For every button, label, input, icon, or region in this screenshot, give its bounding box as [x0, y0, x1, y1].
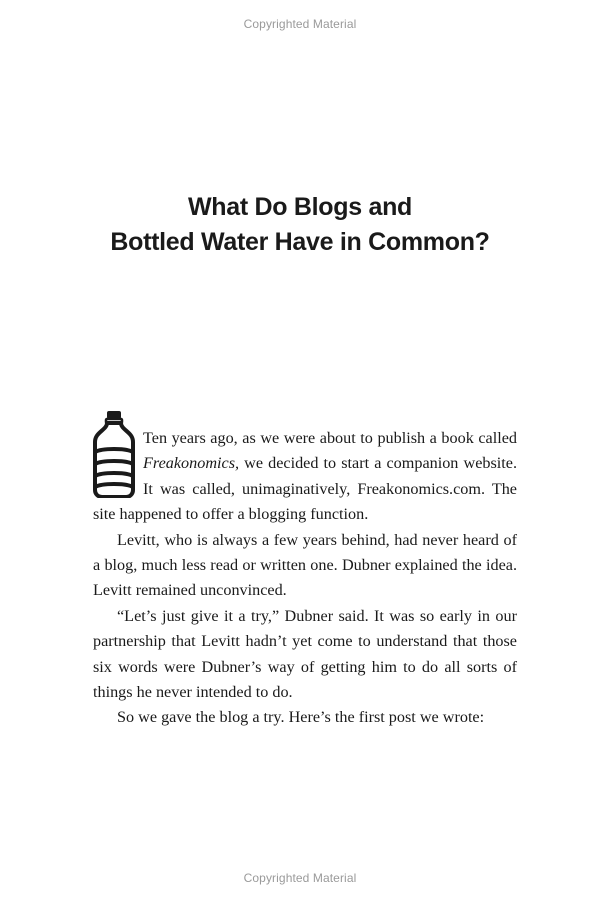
water-bottle-icon: [92, 410, 136, 498]
paragraph-1: [93, 426, 517, 528]
chapter-title-line-2: Bottled Water Have in Common?: [110, 228, 490, 256]
copyright-watermark-bottom: Copyrighted Material: [243, 871, 357, 885]
paragraph-3: “Let’s just give it a try,” Dubner said. It was so early in our partnership that Levitt hadn’t yet come to understand that those six words were Dubner’s way of getting him to do all sorts of things he never intended to do.: [93, 606, 517, 702]
chapter-title-line-1: What Do Blogs and: [187, 193, 413, 221]
chapter-title: [60, 190, 540, 260]
paragraph-4: So we gave the blog a try. Here’s the first post we wrote:: [117, 708, 485, 727]
copyright-watermark-top: Copyrighted Material: [243, 17, 357, 31]
paragraph-1-text-a: Ten years ago, as we were about to publish a book called: [143, 429, 517, 447]
book-title-freakonomics: Freakonomics,: [143, 454, 240, 473]
paragraph-1-text-b: we decided to start a companion website. It was called, unimaginatively, Freakonomics.com. The site happened to offer a blogging function.: [93, 454, 517, 524]
paragraph-2: Levitt, who is always a few years behind, had never heard of a blog, much less read or written one. Dubner explained the idea. Levitt remained unconvinced.: [93, 530, 517, 600]
chapter-body: [93, 426, 517, 731]
